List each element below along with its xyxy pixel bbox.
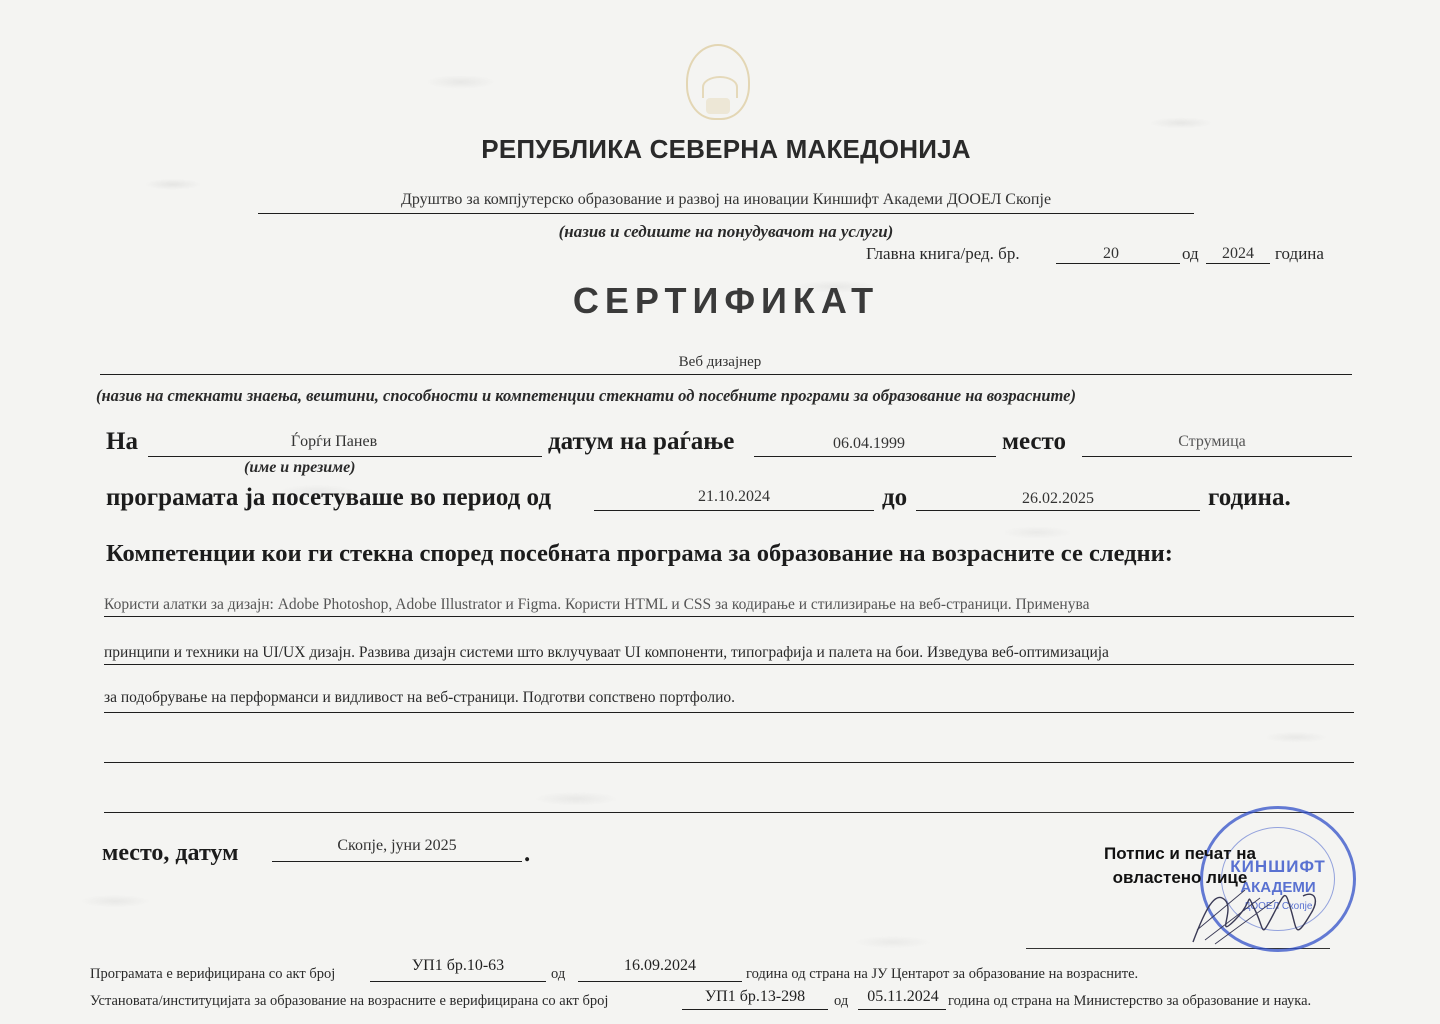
period-to-label: до: [882, 484, 908, 511]
dob-value: 06.04.1999: [833, 435, 905, 452]
signature-label-line-2: овластено лице: [1112, 868, 1248, 887]
ledger-year: 2024: [1222, 245, 1254, 262]
stamp-sub: АКАДЕМИ: [1240, 879, 1316, 896]
competency-underline-1: [104, 616, 1354, 617]
organization-underline: [258, 213, 1194, 214]
organization-hint: (назив и седиште на понудувачот на услуги): [558, 222, 894, 241]
handwritten-signature: [1185, 870, 1325, 950]
period-from-line: [594, 510, 874, 511]
dob-line: [754, 456, 996, 457]
signature-label-line-1: Потпис и печат на: [1104, 844, 1256, 863]
institution-date: 05.11.2024: [867, 988, 939, 1005]
institution-verified-suffix: година од страна на Министерство за образование и наука.: [948, 993, 1312, 1009]
qualification-hint: (назив на стекнати знаења, вештини, способности и компетенции стекнати од посебните програми за образование на возрасните): [96, 386, 1076, 405]
institution-verified-prefix: Установата/институцијата за образование на возрасните е верифицирана со акт број: [90, 993, 609, 1009]
program-act-line: [370, 981, 546, 982]
certificate-title: СЕРТИФИКАТ: [572, 280, 880, 321]
issued-period: .: [524, 840, 531, 867]
dob-label: датум на раѓање: [548, 428, 735, 455]
period-from: 21.10.2024: [698, 488, 770, 505]
qualification-underline: [100, 374, 1352, 375]
place-value: Струмица: [1178, 433, 1246, 450]
program-verified-suffix: година од страна на ЈУ Центарот за образование на возрасните.: [746, 966, 1139, 982]
program-date: 16.09.2024: [624, 957, 696, 974]
competency-line-3: за подобрување на перформанси и видливост на веб-страници. Подготви сопствено портфолио.: [104, 689, 736, 706]
place-line: [1082, 456, 1352, 457]
competency-underline-2: [104, 664, 1354, 665]
issued-label: место, датум: [102, 840, 239, 866]
period-year-word: година.: [1208, 484, 1291, 511]
competencies-heading: Компетенции кои ги стекна според посебната програма за образование на возрасните се следни:: [106, 540, 1173, 567]
ledger-year-word: година: [1275, 244, 1324, 263]
competency-line-2: принципи и техники на UI/UX дизајн. Развива дизајн системи што вклучуваат UI компоненти, типографија и палета на бои. Изведува веб-оптимизација: [104, 644, 1109, 661]
ledger-label: Главна книга/ред. бр.: [866, 244, 1020, 263]
ledger-year-line: [1206, 263, 1270, 264]
country-title: РЕПУБЛИКА СЕВЕРНА МАКЕДОНИЈА: [481, 134, 971, 164]
institution-act-line: [682, 1009, 828, 1010]
institution-od-label: од: [834, 993, 849, 1009]
program-act: УП1 бр.10-63: [411, 957, 505, 974]
organization-name: Друштво за компјутерско образование и развој на иновации Киншифт Академи ДООЕЛ Скопје: [400, 191, 1052, 208]
issued-value: Скопје, јуни 2025: [337, 837, 457, 854]
institution-act: УП1 бр.13-298: [704, 988, 806, 1005]
ledger-number: 20: [1103, 245, 1119, 262]
place-label: место: [1002, 428, 1066, 455]
recipient-name: Ѓорѓи Панев: [290, 433, 378, 450]
program-verified-prefix: Програмата е верифицирана со акт број: [90, 966, 336, 982]
ledger-od-label: од: [1182, 244, 1199, 263]
recipient-na-label: На: [106, 428, 138, 455]
recipient-name-hint: (име и презиме): [244, 459, 356, 476]
issued-line: [272, 861, 522, 862]
stamp-city: ДООЕЛ Скопје: [1243, 901, 1313, 912]
ledger-number-line: [1056, 263, 1180, 264]
recipient-name-line: [148, 456, 542, 457]
competency-line-1: Користи алатки за дизајн: Adobe Photoshop, Adobe Illustrator и Figma. Користи HTML и CSS за кодирање и стилизирање на веб-страници. Применува: [104, 596, 1090, 613]
stamp-name: КИНШИФТ: [1230, 857, 1326, 876]
program-od-label: од: [551, 966, 566, 982]
coat-of-arms-emblem: [686, 44, 750, 120]
institution-date-line: [858, 1009, 946, 1010]
period-to-line: [916, 510, 1200, 511]
qualification-value: Веб дизајнер: [678, 354, 762, 370]
program-date-line: [578, 981, 742, 982]
competency-underline-4: [104, 762, 1354, 763]
period-to: 26.02.2025: [1022, 490, 1094, 507]
period-label: програмата ја посетуваше во период од: [106, 484, 551, 511]
competency-underline-3: [104, 712, 1354, 713]
